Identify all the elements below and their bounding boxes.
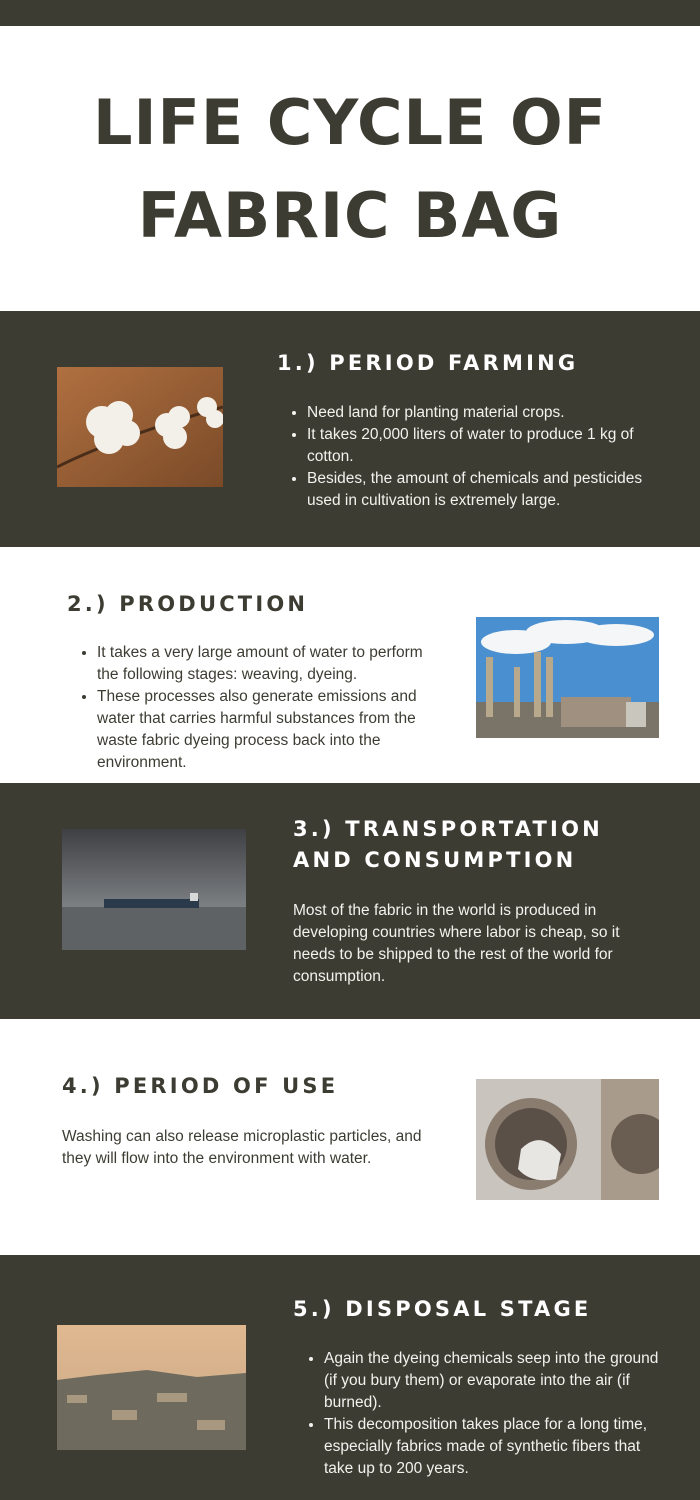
page-title: LIFE CYCLE OF FABRIC BAG	[92, 86, 608, 252]
bullet-item: • Again the dyeing chemicals seep into the ground (if you bury them) or evaporate into the air (if burned).	[324, 1348, 662, 1414]
section-heading: 5.) DISPOSAL STAGE	[293, 1297, 592, 1321]
section-disposal	[0, 1255, 700, 1500]
section-farming	[0, 311, 700, 547]
section-text	[285, 402, 655, 512]
bullet-item: • It takes a very large amount of water to perform the following stages: weaving, dyeing.	[97, 642, 435, 686]
bullet-item: • This decomposition takes place for a long time, especially fabrics made of synthetic fibers that take up to 200 years.	[324, 1414, 662, 1480]
section-paragraph: Washing can also release microplastic particles, and they will flow into the environment with water.	[62, 1128, 422, 1167]
section-paragraph: Most of the fabric in the world is produced in developing countries where labor is cheap, so it needs to be shipped to the rest of the world for consumption.	[293, 902, 620, 985]
bullet-item: • These processes also generate emissions and water that carries harmful substances from the waste fabric dyeing process back into the environment.	[97, 686, 435, 774]
section-heading: 1.) PERIOD FARMING	[277, 351, 579, 375]
bullet-item: • Besides, the amount of chemicals and pesticides used in cultivation is extremely large.	[307, 468, 655, 512]
bullet-item: • Need land for planting material crops.	[307, 402, 655, 424]
section-text	[302, 1348, 662, 1480]
section-production	[0, 547, 700, 783]
section-heading: 3.) TRANSPORTATION AND CONSUMPTION	[293, 817, 603, 872]
section-text	[293, 900, 653, 988]
top-bar	[0, 0, 700, 26]
cotton-bolls-photo	[57, 367, 223, 487]
title-block	[0, 26, 700, 311]
cargo-ship-photo	[62, 829, 246, 950]
bullet-item: • It takes 20,000 liters of water to produce 1 kg of cotton.	[307, 424, 655, 468]
section-transportation	[0, 783, 700, 1019]
section-use	[0, 1019, 700, 1255]
section-heading: 4.) PERIOD OF USE	[62, 1074, 339, 1098]
landfill-photo	[57, 1325, 246, 1450]
section-text	[62, 1126, 442, 1170]
section-text	[75, 642, 435, 774]
section-heading: 2.) PRODUCTION	[67, 592, 309, 616]
washing-machine-photo	[476, 1079, 659, 1200]
factory-smokestacks-photo	[476, 617, 659, 738]
